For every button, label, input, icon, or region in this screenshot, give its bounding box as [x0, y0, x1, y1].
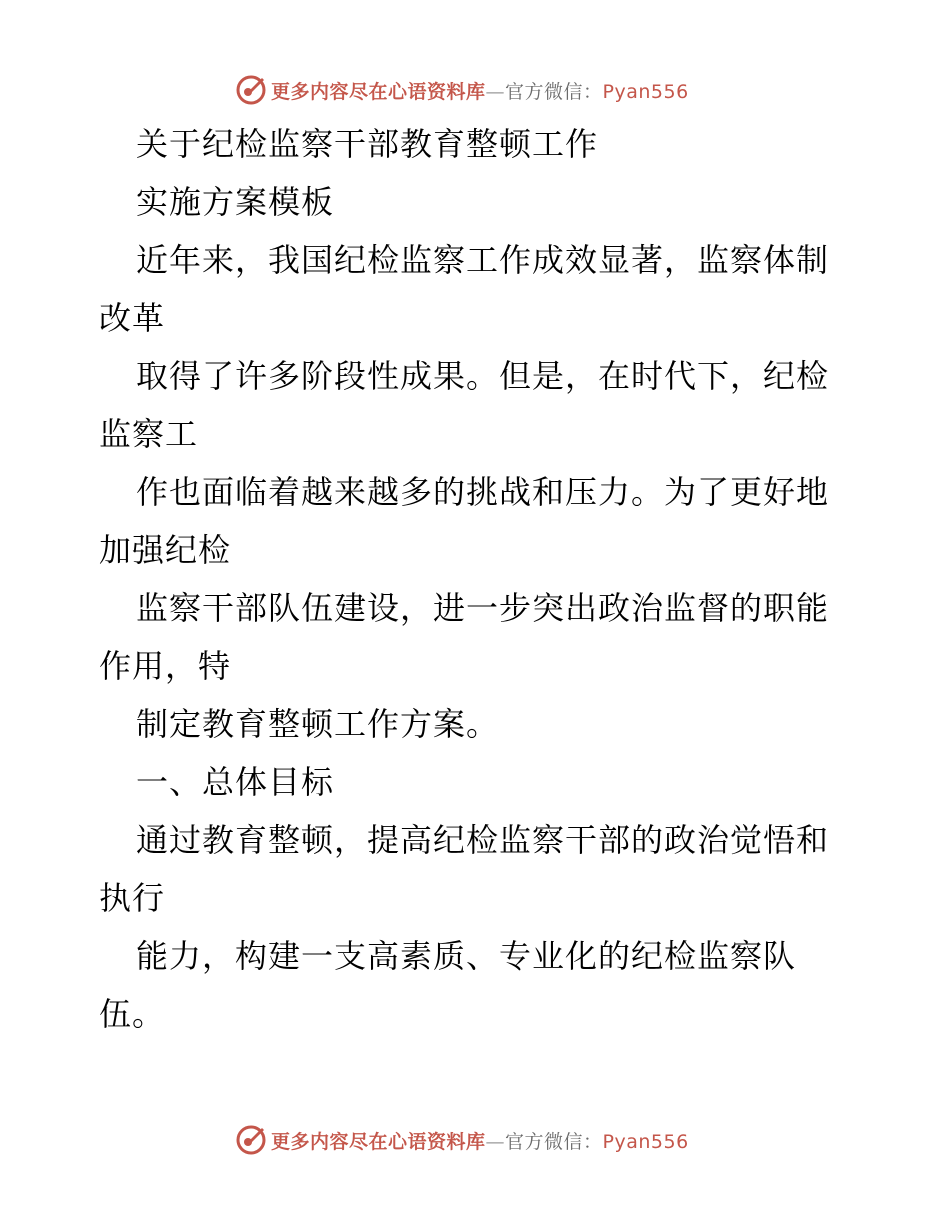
paragraph-line: 监察干部队伍建设，进一步突出政治监督的职能 — [136, 589, 830, 627]
watermark-brand: 更多内容尽在心语资料库 — [271, 80, 486, 103]
paragraph-line: 制定教育整顿工作方案。 — [136, 705, 500, 743]
watermark-official-label: 官方微信： — [505, 1130, 603, 1153]
watermark-official-label: 官方微信： — [505, 80, 603, 103]
watermark-dash: — — [485, 80, 506, 103]
paragraph-line: 近年来，我国纪检监察工作成效显著，监察体制 — [136, 241, 830, 279]
brand-logo-icon — [235, 74, 267, 106]
paragraph-line: 能力，构建一支高素质、专业化的纪检监察队 — [136, 937, 797, 975]
document-body — [99, 115, 859, 1043]
paragraph-line: 加强纪检 — [99, 531, 232, 569]
brand-logo-icon — [235, 1124, 267, 1156]
paragraph-line: 改革 — [99, 299, 166, 337]
header-watermark — [235, 72, 689, 108]
footer-watermark — [235, 1122, 689, 1158]
paragraph-line: 作用，特 — [99, 647, 232, 685]
paragraph-line: 通过教育整顿，提高纪检监察干部的政治觉悟和 — [136, 821, 830, 859]
title-line-1: 关于纪检监察干部教育整顿工作 — [136, 125, 599, 163]
paragraph-line: 作也面临着越来越多的挑战和压力。为了更好地 — [136, 473, 830, 511]
title-line-2: 实施方案模板 — [136, 183, 335, 221]
watermark-dash: — — [485, 1130, 506, 1153]
section-heading: 一、总体目标 — [136, 763, 335, 801]
paragraph-line: 监察工 — [99, 415, 199, 453]
watermark-wechat-id: Pyan556 — [602, 1130, 689, 1153]
watermark-brand: 更多内容尽在心语资料库 — [271, 1130, 486, 1153]
paragraph-line: 执行 — [99, 879, 166, 917]
watermark-text — [271, 77, 689, 104]
watermark-text — [271, 1127, 689, 1154]
watermark-wechat-id: Pyan556 — [602, 80, 689, 103]
paragraph-line: 伍。 — [99, 995, 166, 1033]
paragraph-line: 取得了许多阶段性成果。但是，在时代下，纪检 — [136, 357, 830, 395]
